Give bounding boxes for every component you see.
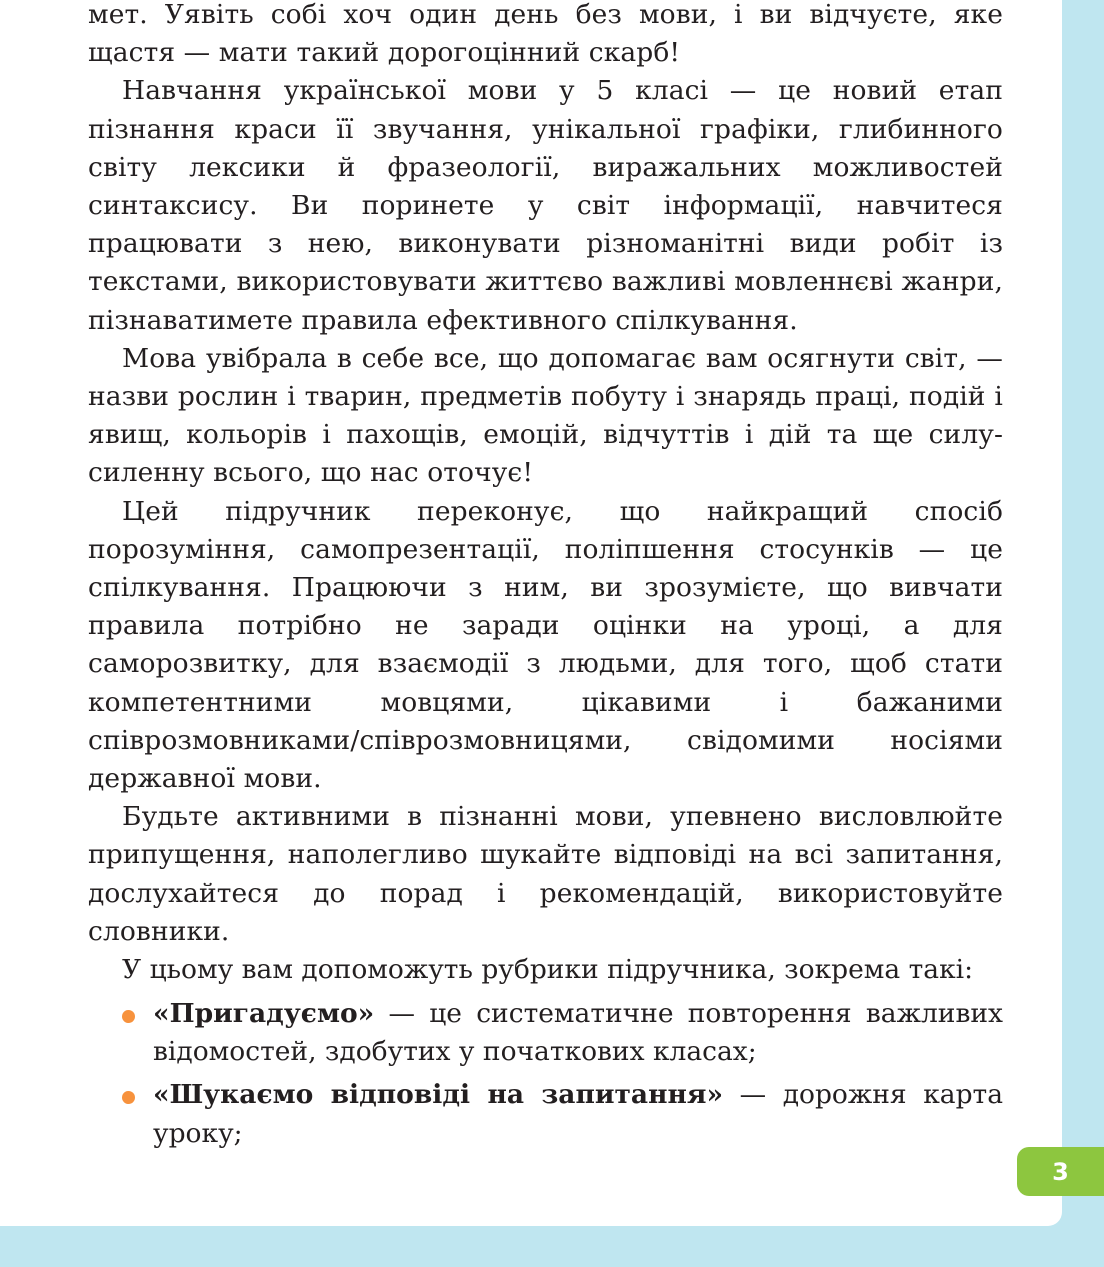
bullet-dot-icon [122,1091,135,1104]
rubric-title: «Шукаємо відповіді на запитання» [153,1079,724,1111]
rubrics-list [153,995,1003,1158]
bullet-dot-icon [122,1010,135,1023]
page-number: 3 [1052,1157,1069,1186]
paragraph-textbook-purpose: Цей підручник переконує, що найкращий спосіб порозуміння, самопрезентації, поліпшення стосунків — це спілкування. Працюючи з ним, ви зрозумієте, що вивчати правила потрібно не заради оцінки на уроці, а для саморозвитку, для взаємодії з людьми, для того, щоб стати компетентними мовцями, цікавими і бажаними співрозмовниками/співрозмовницями, свідомими носіями державної мови. [88,495,1003,795]
rubrics-intro: У цьому вам допоможуть рубрики підручника, зокрема такі: [122,954,974,985]
paragraph-continuation: мет. Уявіть собі хоч один день без мови, і ви відчуєте, яке щастя — мати такий дорогоцінний скарб! [88,0,1003,69]
body-text [88,0,1003,951]
paragraph-be-active: Будьте активними в пізнанні мови, упевнено висловлюйте припущення, наполегливо шукайте відповіді на всі запитання, дослухайтеся до порад і рекомендацій, використовуйте словники. [88,801,1003,947]
page-number-tab [1017,1147,1104,1196]
paragraph-language-world: Мова увібрала в себе все, що допомагає вам осягнути світ, — назви рослин і тварин, предметів побуту і знарядь праці, подій і явищ, кольорів і пахощів, емоцій, відчуттів і дій та ще силу-силенну всього, що нас оточує! [88,342,1003,489]
paragraph-learning: Навчання української мови у 5 класі — це новий етап пізнання краси її звучання, унікальної графіки, глибинного світу лексики й фразеології, виражальних можливостей синтаксису. Ви поринете у світ інформації, навчитеся працювати з нею, виконувати різноманітні види робіт із текстами, використовувати життєво важливі мовленнєві жанри, пізнаватимете правила ефективного спілкування. [88,75,1003,336]
rubric-title: «Пригадуємо» [153,998,375,1029]
list-item [153,995,1003,1071]
rubric-description: — дорожня карта уроку; [153,1079,1003,1149]
rubric-description: — це систематичне повторення важливих відомостей, здобутих у початкових класах; [153,998,1003,1068]
list-item [153,1076,1003,1152]
